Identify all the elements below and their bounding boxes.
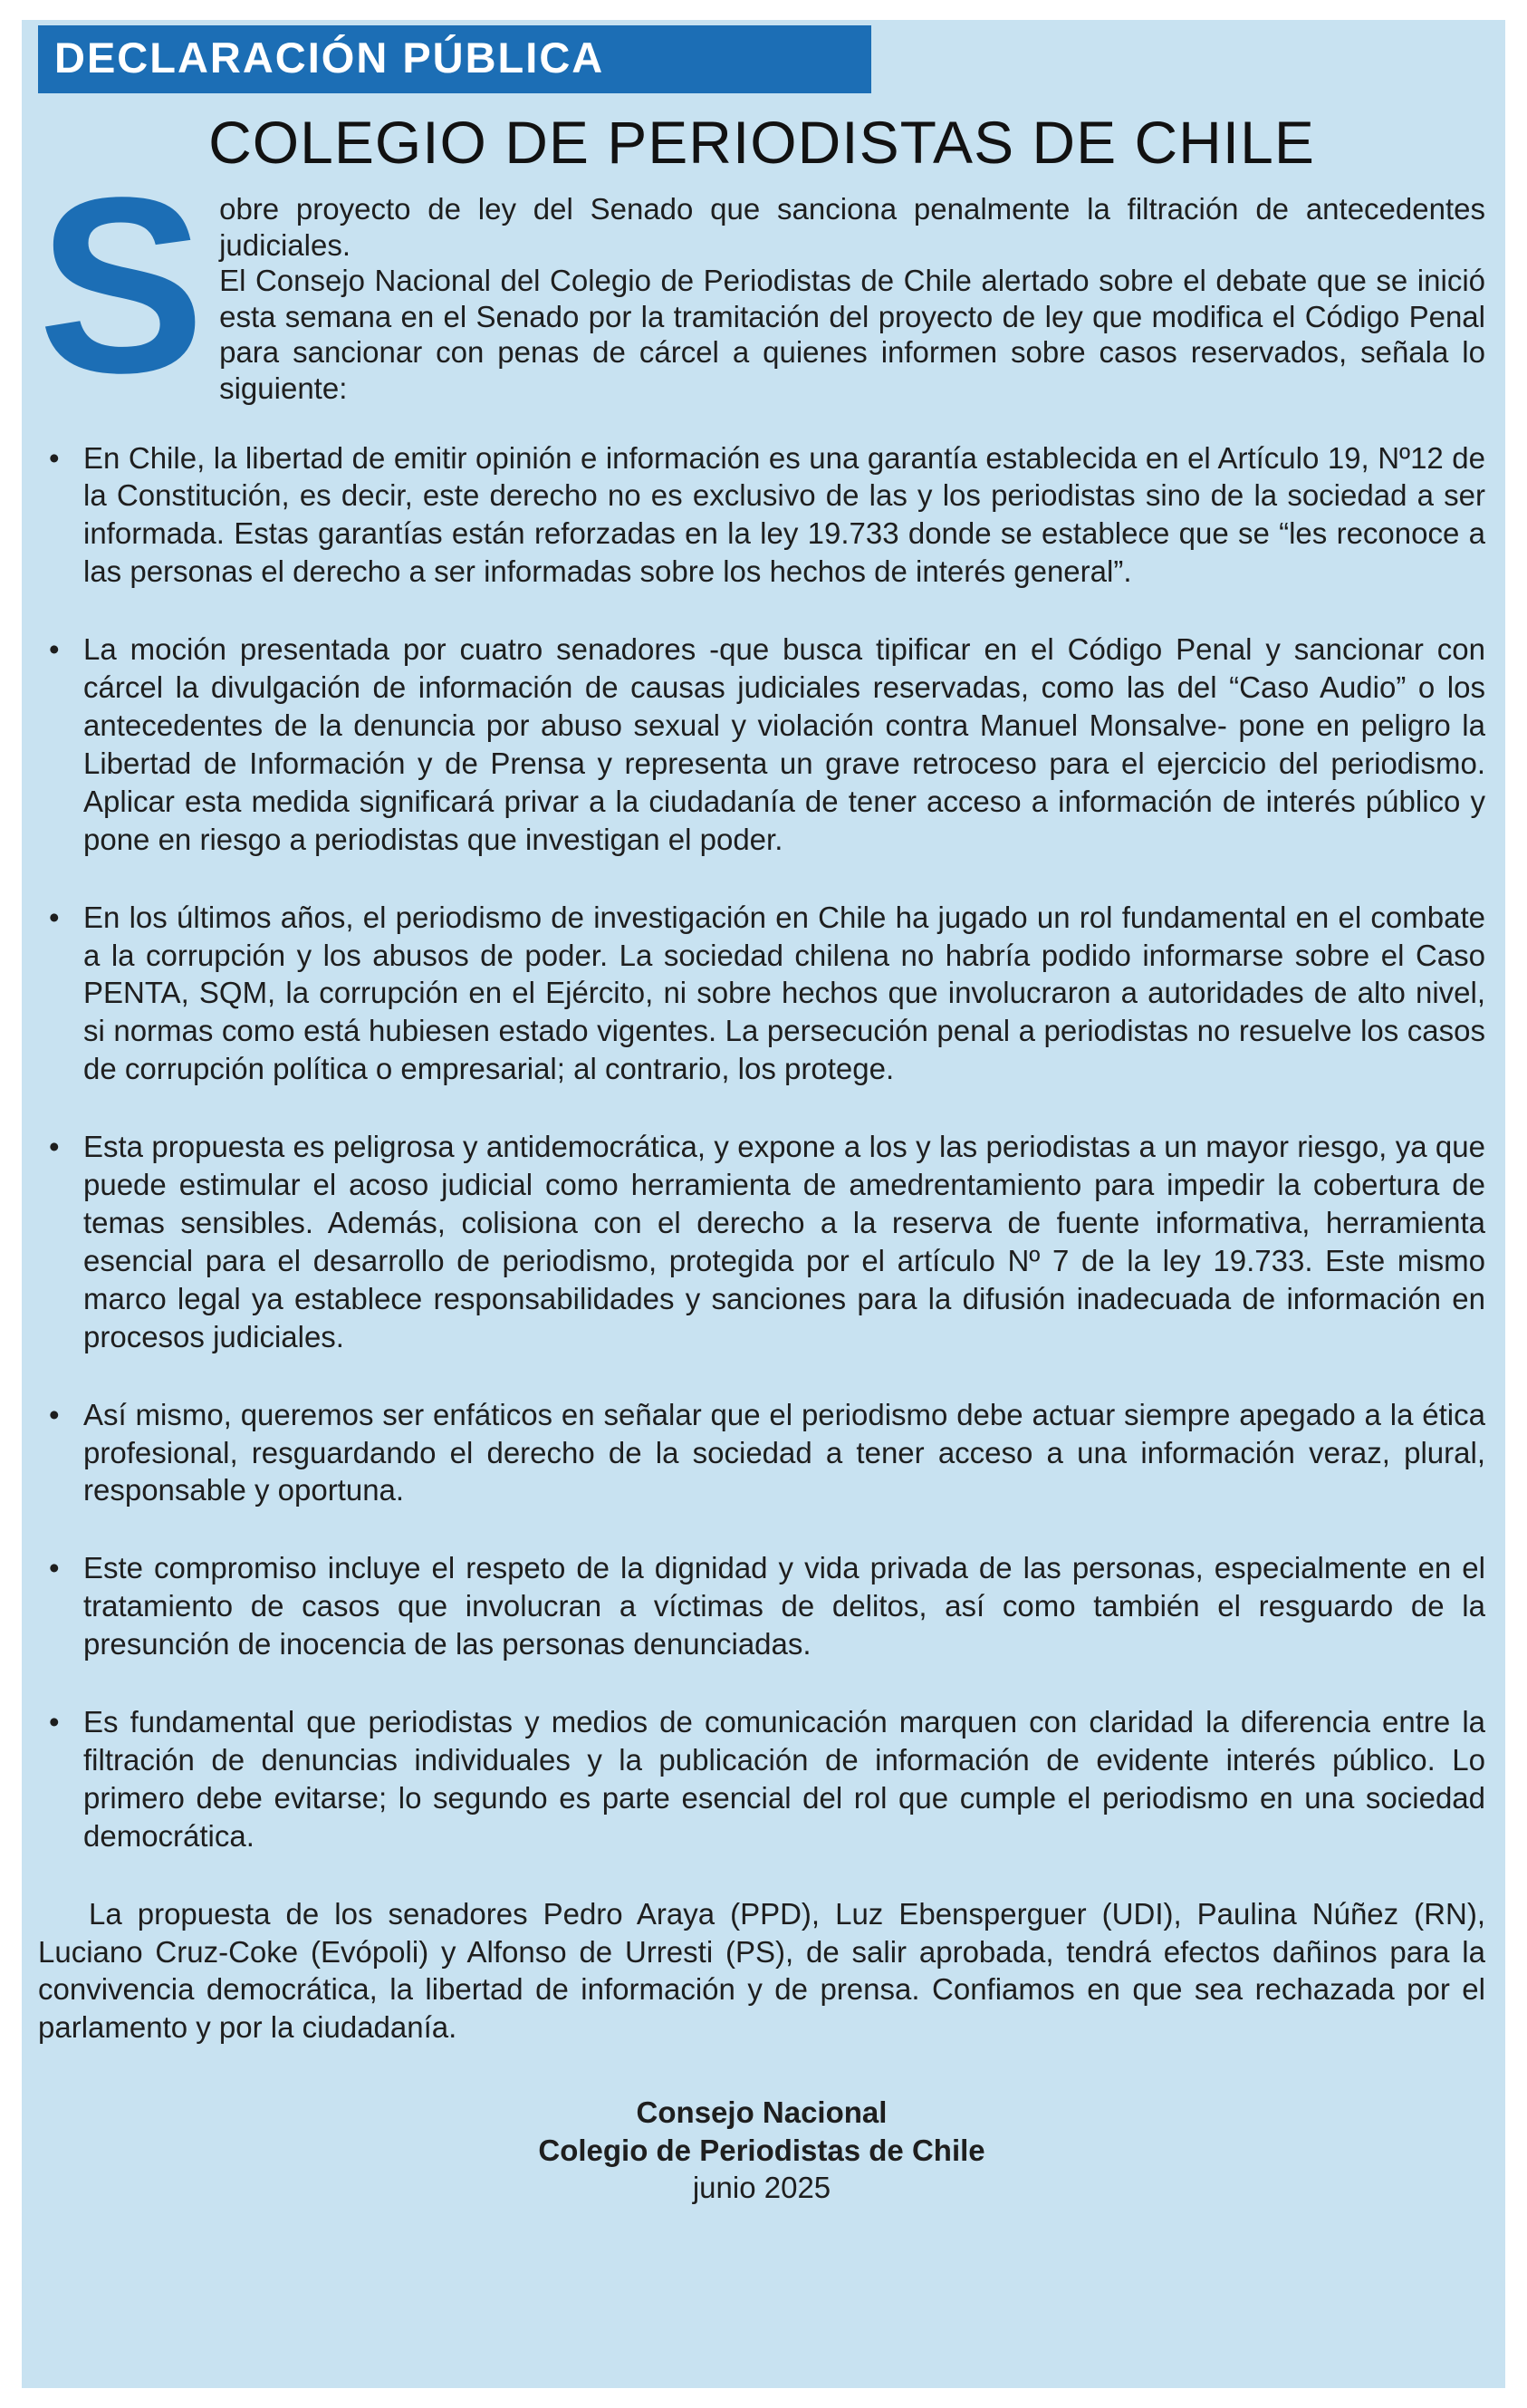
intro-text — [219, 188, 1485, 407]
page-title: COLEGIO DE PERIODISTAS DE CHILE — [208, 109, 1315, 176]
bullet-item — [38, 1549, 1485, 1663]
bullet-text: Es fundamental que periodistas y medios de comunicación marquen con claridad la diferencia entre la filtración de denuncias individuales y la publicación de información de evidente interés público. Lo primero debe evitarse; lo segundo es parte esencial del rol que cumple el periodismo en una sociedad democrática. — [83, 1705, 1485, 1853]
bullet-marker: • — [49, 1551, 60, 1585]
bullet-text: Así mismo, queremos ser enfáticos en señalar que el periodismo debe actuar siempre apegado a la ética profesional, resguardando el derecho de la sociedad a tener acceso a una información veraz, plural, responsable y oportuna. — [83, 1397, 1485, 1507]
signature-college: Colegio de Periodistas de Chile — [538, 2133, 985, 2167]
intro-section — [38, 146, 1485, 425]
bullet-marker: • — [49, 632, 60, 667]
bullet-text: Esta propuesta es peligrosa y antidemocrática, y expone a los y las periodistas a un mayor riesgo, ya que puede estimular el acoso judicial como herramienta de amedrentamiento para impedir la cobertura de temas sensibles. Además, colisiona con el derecho a la reserva de fuente informativa, herramienta esencial para el desarrollo de periodismo, protegida por el artículo Nº 7 de la ley 19.733. Este mismo marco legal ya establece responsabilidades y sanciones para la difusión inadecuada de información en procesos judiciales. — [83, 1130, 1485, 1353]
signature-date: junio 2025 — [692, 2170, 831, 2204]
bullet-marker: • — [49, 900, 60, 934]
bullet-item — [38, 631, 1485, 858]
bullet-text: En Chile, la libertad de emitir opinión e información es una garantía establecida en el Artículo 19, Nº12 de la Constitución, es decir, este derecho no es exclusivo de las y los periodistas sino de la sociedad a ser informada. Estas garantías están reforzadas en la ley 19.733 donde se establece que se “les reconoce a las personas el derecho a ser informadas sobre los hechos de interés general”. — [83, 440, 1485, 589]
bullet-list — [38, 439, 1485, 1855]
intro-paragraph-1: obre proyecto de ley del Senado que sanciona penalmente la filtración de antecedentes judiciales. — [219, 192, 1485, 262]
bullet-marker: • — [49, 1130, 60, 1164]
bullet-item — [38, 1396, 1485, 1510]
dropcap-s: S — [38, 146, 206, 425]
bullet-item — [38, 1703, 1485, 1855]
bullet-item — [38, 899, 1485, 1089]
bullet-text: Este compromiso incluye el respeto de la dignidad y vida privada de las personas, especialmente en el tratamiento de casos que involucran a víctimas de delitos, así como también el resguardo de la presunción de inocencia de las personas denunciadas. — [83, 1551, 1485, 1662]
bullet-item — [38, 1128, 1485, 1355]
banner — [38, 25, 871, 93]
signature-block — [38, 2094, 1485, 2206]
bullet-marker: • — [49, 1397, 60, 1431]
bullet-item — [38, 439, 1485, 592]
bullet-marker: • — [49, 1705, 60, 1739]
bullet-text: La moción presentada por cuatro senadores -que busca tipificar en el Código Penal y sancionar con cárcel la divulgación de información de causas judiciales reservadas, como las del “Caso Audio” o los antecedentes de la denuncia por abuso sexual y violación contra Manuel Monsalve- pone en peligro la Libertad de Información y de Prensa y representa un grave retroceso para el ejercicio del periodismo. Aplicar esta medida significará privar a la ciudadanía de tener acceso a información de interés público y pone en riesgo a periodistas que investigan el poder. — [83, 632, 1485, 856]
banner-title: DECLARACIÓN PÚBLICA — [54, 34, 605, 82]
bullet-marker: • — [49, 440, 60, 475]
bullet-text: En los últimos años, el periodismo de investigación en Chile ha jugado un rol fundamental en el combate a la corrupción y los abusos de poder. La sociedad chilena no habría podido informarse sobre el Caso PENTA, SQM, la corrupción en el Ejército, ni sobre hechos que involucraron a autoridades de alto nivel, si normas como está hubiesen estado vigentes. La persecución penal a periodistas no resuelve los casos de corrupción política o empresarial; al contrario, los protege. — [83, 900, 1485, 1086]
signature-org: Consejo Nacional — [636, 2095, 888, 2130]
closing-paragraph: La propuesta de los senadores Pedro Araya (PPD), Luz Ebensperguer (UDI), Paulina Núñez (RN), Luciano Cruz-Coke (Evópoli) y Alfonso de Urresti (PS), de salir aprobada, tendrá efectos dañinos para la convivencia democrática, la libertad de información y de prensa. Confiamos en que sea rechazada por el parlamento y por la ciudadanía. — [38, 1896, 1485, 2045]
intro-paragraph-2: El Consejo Nacional del Colegio de Periodistas de Chile alertado sobre el debate que se inició esta semana en el Senado por la tramitación del proyecto de ley que modifica el Código Penal para sancionar con penas de cárcel a quienes informen sobre casos reservados, señala lo siguiente: — [219, 264, 1485, 405]
